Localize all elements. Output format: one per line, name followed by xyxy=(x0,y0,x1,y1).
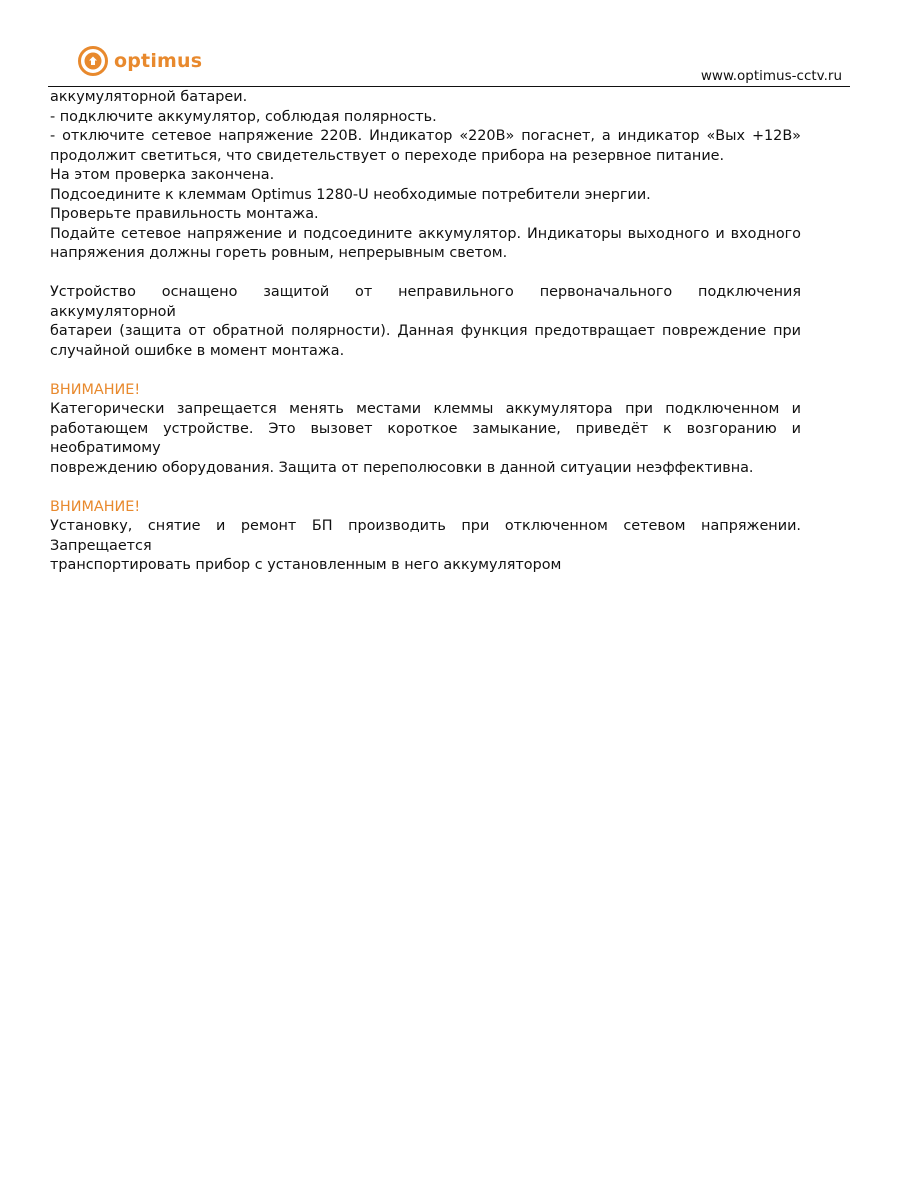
header-divider xyxy=(48,86,850,87)
text-line: аккумуляторной батареи. xyxy=(50,89,248,105)
text-line: Установку, снятие и ремонт БП производить при отключенном сетевом напряжении. Запрещается xyxy=(50,518,801,554)
text-line: Категорически запрещается менять местами клеммы аккумулятора при подключенном и xyxy=(50,401,801,417)
text-line: Устройство оснащено защитой от неправильного первоначального подключения аккумуляторной xyxy=(50,284,801,320)
text-line: - отключите сетевое напряжение 220В. Индикатор «220В» погаснет, а индикатор «Вых +12В» xyxy=(50,128,801,144)
brand-name: optimus xyxy=(114,49,203,72)
page-header xyxy=(0,0,900,90)
text-line: батареи (защита от обратной полярности). Данная функция предотвращает повреждение при xyxy=(50,323,801,339)
text-line: продолжит светиться, что свидетельствует о переходе прибора на резервное питание. xyxy=(50,147,725,164)
paragraph-gap xyxy=(50,264,801,284)
website-url: www.optimus-cctv.ru xyxy=(700,68,842,84)
text-line: транспортировать прибор с установленным в него аккумулятором xyxy=(50,557,562,573)
text-line: - подключите аккумулятор, соблюдая полярность. xyxy=(50,108,437,125)
warning-heading: ВНИМАНИЕ! xyxy=(50,381,141,398)
warning-heading: ВНИМАНИЕ! xyxy=(50,498,141,515)
text-line: случайной ошибке в момент монтажа. xyxy=(50,342,345,359)
text-line: Подайте сетевое напряжение и подсоедините аккумулятор. Индикаторы выходного и входного xyxy=(50,225,801,242)
text-line: повреждению оборудования. Защита от переполюсовки в данной ситуации неэффективна. xyxy=(50,459,754,476)
text-line: напряжения должны гореть ровным, непрерывным светом. xyxy=(50,245,508,261)
document-body xyxy=(50,88,801,576)
paragraph-gap xyxy=(50,361,801,381)
text-line: Подсоедините к клеммам Optimus 1280-U необходимые потребители энергии. xyxy=(50,186,651,203)
brand-logo xyxy=(78,46,202,76)
optimus-logo-icon xyxy=(78,46,108,76)
text-line: работающем устройстве. Это вызовет короткое замыкание, приведёт к возгоранию и необратимому xyxy=(50,420,801,456)
paragraph-gap xyxy=(50,478,801,498)
text-line: На этом проверка закончена. xyxy=(50,167,275,183)
text-line: Проверьте правильность монтажа. xyxy=(50,206,319,222)
